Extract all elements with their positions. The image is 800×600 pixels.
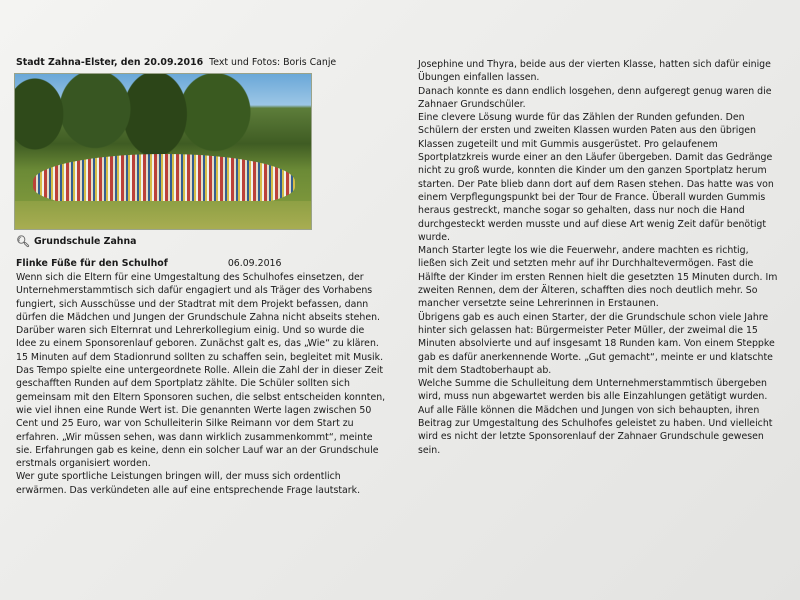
photo-meadow xyxy=(15,201,311,229)
article-date: 06.09.2016 xyxy=(227,258,282,269)
paragraph: Übrigens gab es auch einen Starter, der die Grundschule schon viele Jahre hinter sich gelassen hat: Bürgermeister Peter Müller, der zweimal die 15 Minuten absolvierte und auf insgesamt 18 Runden kam. Von einem Steppke gab es dafür anerkennende Worte. „Gut gemacht“, meinte er und klatschte mit dem Stadtoberhaupt ab. xyxy=(418,311,775,376)
right-column xyxy=(418,58,780,457)
paragraph: Welche Summe die Schulleitung dem Unternehmerstammtisch übergeben wird, muss nun abgewartet werden bis alle Einzahlungen getätigt wurden. Auf alle Fälle können die Mädchen und Jungen von sich behaupten, ihren Beitrag zur Umgestaltung des Schulhofes geleistet zu haben. Und vielleicht wird es nicht der letzte Sponsorenlauf der Zahnaer Grundschule gewesen sein. xyxy=(418,378,773,456)
paragraph: Wenn sich die Eltern für eine Umgestaltung des Schulhofes einsetzen, der Unternehmerstammtisch sich dafür engagiert und als Träger des Vorhabens fungiert, sich Ausschüsse und der Stadtrat mit dem Projekt befassen, dann dürfen die Mädchen und Jungen der Grundschule Zahna nicht abseits stehen. Darüber waren sich Elternrat und Lehrerkollegium einig. Und so wurde die Idee zu einem Sponsorenlauf geboren. Zunächst galt es, das „Wie“ zu klären. 15 Minuten auf dem Stadionrund sollten zu schaffen sein, begleitet mit Musik. Das Tempo spielte eine untergeordnete Rolle. Allein die Zahl der in dieser Zeit geschafften Runden auf dem Sportplatz zählte. Die Schüler sollten sich gemeinsam mit den Eltern Sponsoren suchen, die selbst entscheiden konnten, wie viel ihnen eine Runde Wert ist. Die genannten Werte lagen zwischen 50 Cent und 25 Euro, war von Schulleiterin Silke Reimann vor dem Start zu erfahren. „Wir müssen sehen, was dann wirklich zusammenkommt“, meinte sie. Erfahrungen gab es keine, denn ein solcher Lauf war an der Grundschule erstmals organisiert worden. xyxy=(16,272,386,470)
paragraph: Josephine und Thyra, beide aus der vierten Klasse, hatten sich dafür einige Übungen einfallen lassen. xyxy=(418,59,771,84)
place-date: Stadt Zahna-Elster, den 20.09.2016 xyxy=(16,57,204,68)
photo-caption xyxy=(16,235,386,248)
paragraph: Wer gute sportliche Leistungen bringen will, der muss sich ordentlich erwärmen. Das verkündeten alle auf eine entsprechende Frage lautstark. xyxy=(16,471,361,496)
magnifier-icon[interactable]: 🔍︎ xyxy=(16,235,30,248)
article-body-left xyxy=(14,271,386,497)
paragraph: Eine clevere Lösung wurde für das Zählen der Runden gefunden. Den Schülern der ersten und zweiten Klassen wurden Paten aus den übrigen Klassen zugeteilt und mit Gummis ausgerüstet. Pro gelaufenem Sportplatzkreis wurde einer an den Läufer übergeben. Damit das Gedränge nicht zu groß wurde, konnten die Kinder um den ganzen Sportplatz herum starten. Der Pate blieb dann dort auf dem Rasen stehen. Das hatte was von einem Verpflegungspunkt bei der Tour de France. Überall wurden Gummis heraus gestreckt, manche sogar so gehalten, dass nur noch die Hand durchgesteckt werden musste und auf diese Art wenig Zeit dafür benötigt wurde. xyxy=(418,112,774,243)
article-header xyxy=(16,258,386,269)
photo-credit: Text und Fotos: Boris Canje xyxy=(209,57,337,68)
caption-text: Grundschule Zahna xyxy=(33,236,137,247)
paragraph: Manch Starter legte los wie die Feuerwehr, andere machten es richtig, ließen sich Zeit und setzten mehr auf ihr Durchhaltevermögen. Fast die Hälfte der Kinder im ersten Rennen hielt die gesetzten 15 Minuten durch. Im zweiten Rennen, dem der Älteren, schafften dies noch deutlich mehr. So mancher versetzte seine Lehrerinnen in Erstaunen. xyxy=(418,245,778,310)
left-column xyxy=(14,56,386,497)
paragraph: Danach konnte es dann endlich losgehen, denn aufgeregt genug waren die Zahnaer Grundschüler. xyxy=(418,85,772,110)
article-title: Flinke Füße für den Schulhof xyxy=(16,258,168,269)
group-photo xyxy=(14,73,312,230)
byline xyxy=(16,56,386,69)
